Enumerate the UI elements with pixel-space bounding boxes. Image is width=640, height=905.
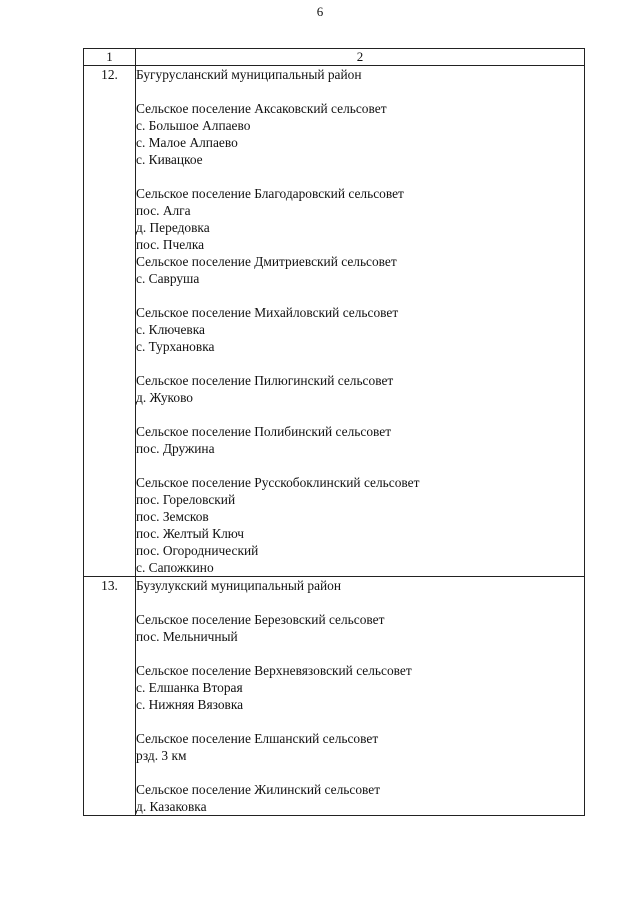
settlement-title: Сельское поселение Благодаровский сельсовет [136,186,404,201]
place-name: с. Ключевка [136,322,205,337]
blank-line [136,645,584,662]
settlement-title: Сельское поселение Верхневязовский сельсовет [136,663,412,678]
settlement-title: Сельское поселение Березовский сельсовет [136,612,385,627]
settlement-title: Сельское поселение Дмитриевский сельсовет [136,254,397,269]
place-name: пос. Земсков [136,509,209,524]
place-name: д. Казаковка [136,799,207,814]
table-header-row [84,49,585,66]
place-name: с. Малое Алпаево [136,135,238,150]
place-name: пос. Гореловский [136,492,236,507]
column-header-content: 2 [136,49,585,66]
place-name: с. Сапожкино [136,560,214,575]
blank-line [136,406,584,423]
column-header-number: 1 [84,49,136,66]
place-name: с. Савруша [136,271,200,286]
place-name: с. Елшанка Вторая [136,680,243,695]
page-number: 6 [316,4,324,19]
blank-line [136,83,584,100]
place-name: с. Большое Алпаево [136,118,251,133]
settlement-title: Сельское поселение Полибинский сельсовет [136,424,392,439]
place-name: пос. Огороднический [136,543,259,558]
settlement-title: Сельское поселение Аксаковский сельсовет [136,101,387,116]
settlement-title: Сельское поселение Жилинский сельсовет [136,782,381,797]
place-name: пос. Дружина [136,441,215,456]
settlement-title: Сельское поселение Пилюгинский сельсовет [136,373,394,388]
place-name: пос. Мельничный [136,629,238,644]
row-content [136,577,585,816]
settlements-table [83,48,585,816]
table-row [84,66,585,577]
blank-line [136,764,584,781]
row-number: 13. [84,577,136,816]
blank-line [136,594,584,611]
blank-line [136,457,584,474]
place-name: д. Жуково [136,390,193,405]
blank-line [136,713,584,730]
row-content [136,66,585,577]
blank-line [136,355,584,372]
district-name: Бузулукский муниципальный район [136,578,342,593]
blank-line [136,287,584,304]
place-name: пос. Желтый Ключ [136,526,244,541]
blank-line [136,168,584,185]
place-name: с. Турхановка [136,339,215,354]
place-name: пос. Алга [136,203,191,218]
settlement-title: Сельское поселение Русскобоклинский сельсовет [136,475,420,490]
settlement-title: Сельское поселение Михайловский сельсовет [136,305,399,320]
place-name: рзд. 3 км [136,748,187,763]
settlement-title: Сельское поселение Елшанский сельсовет [136,731,379,746]
place-name: пос. Пчелка [136,237,205,252]
table-row [84,577,585,816]
place-name: с. Нижняя Вязовка [136,697,244,712]
place-name: д. Передовка [136,220,210,235]
row-number: 12. [84,66,136,577]
place-name: с. Кивацкое [136,152,203,167]
district-name: Бугурусланский муниципальный район [136,67,362,82]
